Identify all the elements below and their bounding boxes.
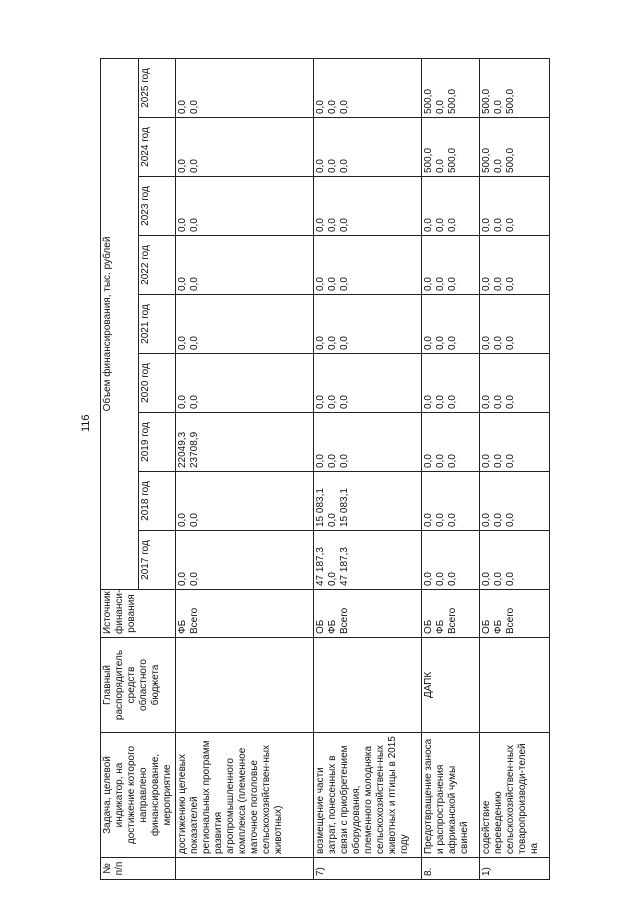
value: 0,0 xyxy=(505,277,516,291)
year-cell xyxy=(422,236,480,295)
year-cell xyxy=(480,295,550,354)
year-cell xyxy=(422,531,480,590)
value: 0,0 xyxy=(481,454,492,468)
row-num: 7) xyxy=(314,858,422,880)
row-sources xyxy=(314,590,422,638)
value: 0,0 xyxy=(189,218,200,232)
value: 0,0 xyxy=(189,572,200,586)
year-cell xyxy=(480,58,550,117)
value: 0,0 xyxy=(177,218,188,232)
row-sources xyxy=(176,590,314,638)
year-cell xyxy=(422,354,480,413)
value: 0,0 xyxy=(493,454,504,468)
value: 500,0 xyxy=(481,88,492,114)
value: 0,0 xyxy=(189,336,200,350)
value: 0,0 xyxy=(339,277,350,291)
value: 0,0 xyxy=(339,395,350,409)
value: 0,0 xyxy=(177,513,188,527)
value: 0,0 xyxy=(435,454,446,468)
page-number: 116 xyxy=(80,414,92,432)
header-year: 2024 год xyxy=(138,118,176,177)
value: 0,0 xyxy=(505,395,516,409)
header-year: 2022 год xyxy=(138,236,176,295)
value: 0,0 xyxy=(493,218,504,232)
value: 0,0 xyxy=(493,336,504,350)
year-cell xyxy=(314,472,422,531)
value: 47 187,3 xyxy=(339,547,350,586)
row-task: Предотвращение заноса и распространения африканской чумы свиней xyxy=(422,733,480,858)
value: 500,0 xyxy=(447,88,458,114)
value: 0,0 xyxy=(177,336,188,350)
year-cell xyxy=(480,177,550,236)
value: 0,0 xyxy=(189,513,200,527)
value: 0,0 xyxy=(177,395,188,409)
row-manager xyxy=(314,638,422,733)
value: 500,0 xyxy=(481,147,492,173)
year-cell xyxy=(314,236,422,295)
row-num: 8. xyxy=(422,858,480,880)
value: 0,0 xyxy=(481,277,492,291)
value: 0,0 xyxy=(327,100,338,114)
value: 500,0 xyxy=(505,147,516,173)
year-cell xyxy=(480,118,550,177)
table-row xyxy=(176,58,314,879)
header-year: 2023 год xyxy=(138,177,176,236)
value: 0,0 xyxy=(493,513,504,527)
table-row xyxy=(480,58,550,879)
table-row xyxy=(422,58,480,879)
header-year: 2020 год xyxy=(138,354,176,413)
value: 0,0 xyxy=(177,159,188,173)
year-cell xyxy=(314,58,422,117)
header-volume: Объем финансирования, тыс. рублей xyxy=(101,58,139,589)
value: 0,0 xyxy=(327,218,338,232)
year-cell xyxy=(314,413,422,472)
year-cell xyxy=(314,531,422,590)
row-task: возмещение части затрат, понесенных в связи с приобретением оборудования, племенного молодняка сельскохозяйствен-ных животных и птицы в 2015 году xyxy=(314,733,422,858)
year-cell xyxy=(176,58,314,117)
row-task: достижению целевых показателей региональных программ развития агропромышленного комплекса (племенное маточное поголовье сельскохозяйствен-ных животных) xyxy=(176,733,314,858)
source-label: ФБ xyxy=(493,619,504,634)
source-label: ФБ xyxy=(435,619,446,634)
value: 0,0 xyxy=(447,454,458,468)
value: 0,0 xyxy=(177,277,188,291)
value: 0,0 xyxy=(327,572,338,586)
value: 22049,3 xyxy=(177,431,188,468)
budget-table xyxy=(100,58,550,880)
value: 500,0 xyxy=(505,88,516,114)
row-num xyxy=(176,858,314,880)
value: 0,0 xyxy=(315,454,326,468)
value: 0,0 xyxy=(481,395,492,409)
source-label: ФБ xyxy=(177,619,188,634)
year-cell xyxy=(314,295,422,354)
value: 0,0 xyxy=(189,277,200,291)
value: 500,0 xyxy=(423,88,434,114)
value: 15 083,1 xyxy=(315,488,326,527)
source-label: ОБ xyxy=(315,619,326,634)
value: 500,0 xyxy=(447,147,458,173)
value: 0,0 xyxy=(339,454,350,468)
value: 0,0 xyxy=(339,336,350,350)
value: 0,0 xyxy=(189,100,200,114)
value: 0,0 xyxy=(339,100,350,114)
value: 0,0 xyxy=(435,336,446,350)
year-cell xyxy=(314,118,422,177)
value: 0,0 xyxy=(447,395,458,409)
value: 0,0 xyxy=(435,395,446,409)
year-cell xyxy=(422,177,480,236)
value: 0,0 xyxy=(423,513,434,527)
value: 500,0 xyxy=(423,147,434,173)
value: 0,0 xyxy=(435,572,446,586)
year-cell xyxy=(480,413,550,472)
value: 0,0 xyxy=(493,572,504,586)
value: 47 187,3 xyxy=(315,547,326,586)
row-sources xyxy=(480,590,550,638)
source-label: Всего xyxy=(189,607,200,634)
value: 0,0 xyxy=(315,277,326,291)
value: 0,0 xyxy=(327,513,338,527)
value: 0,0 xyxy=(315,395,326,409)
row-manager xyxy=(176,638,314,733)
year-cell xyxy=(480,472,550,531)
value: 0,0 xyxy=(481,513,492,527)
value: 0,0 xyxy=(493,395,504,409)
year-cell xyxy=(422,413,480,472)
row-manager xyxy=(480,638,550,733)
year-cell xyxy=(176,354,314,413)
value: 0,0 xyxy=(423,572,434,586)
row-manager: ДАПК xyxy=(422,638,480,733)
year-cell xyxy=(176,531,314,590)
source-label: Всего xyxy=(339,607,350,634)
year-cell xyxy=(422,295,480,354)
value: 0,0 xyxy=(505,336,516,350)
value: 0,0 xyxy=(493,277,504,291)
value: 0,0 xyxy=(435,218,446,232)
year-cell xyxy=(422,472,480,531)
year-cell xyxy=(422,58,480,117)
value: 0,0 xyxy=(447,336,458,350)
value: 0,0 xyxy=(505,454,516,468)
source-label: Всего xyxy=(505,607,516,634)
year-cell xyxy=(480,354,550,413)
header-manager: Главный распорядитель средств областного бюджета xyxy=(101,638,176,733)
header-year: 2025 год xyxy=(138,58,176,117)
value: 0,0 xyxy=(339,159,350,173)
value: 15 083,1 xyxy=(339,488,350,527)
value: 0,0 xyxy=(505,218,516,232)
value: 0,0 xyxy=(447,277,458,291)
value: 0,0 xyxy=(177,100,188,114)
value: 0,0 xyxy=(327,395,338,409)
year-cell xyxy=(176,118,314,177)
year-cell xyxy=(176,413,314,472)
value: 0,0 xyxy=(327,277,338,291)
source-label: ОБ xyxy=(481,619,492,634)
value: 0,0 xyxy=(493,159,504,173)
value: 0,0 xyxy=(423,395,434,409)
value: 0,0 xyxy=(423,277,434,291)
value: 0,0 xyxy=(435,277,446,291)
year-cell xyxy=(176,295,314,354)
year-cell xyxy=(176,236,314,295)
value: 0,0 xyxy=(493,100,504,114)
value: 0,0 xyxy=(339,218,350,232)
value: 0,0 xyxy=(435,100,446,114)
header-task: Задача, целевой индикатор, на достижение которого направлено финансирование, мероприятие xyxy=(101,733,176,858)
source-label: Всего xyxy=(447,607,458,634)
value: 0,0 xyxy=(447,572,458,586)
source-label: ФБ xyxy=(327,619,338,634)
header-year: 2017 год xyxy=(138,531,176,590)
value: 0,0 xyxy=(505,513,516,527)
row-sources xyxy=(422,590,480,638)
value: 0,0 xyxy=(327,454,338,468)
header-year: 2018 год xyxy=(138,472,176,531)
header-num: № п/п xyxy=(101,858,176,880)
table-row xyxy=(314,58,422,879)
value: 23708,9 xyxy=(189,431,200,468)
value: 0,0 xyxy=(435,159,446,173)
budget-table-rotated xyxy=(100,60,600,880)
year-cell xyxy=(314,177,422,236)
value: 0,0 xyxy=(481,572,492,586)
year-cell xyxy=(480,236,550,295)
value: 0,0 xyxy=(447,218,458,232)
row-num: 1) xyxy=(480,858,550,880)
value: 0,0 xyxy=(315,218,326,232)
year-cell xyxy=(314,354,422,413)
year-cell xyxy=(176,472,314,531)
value: 0,0 xyxy=(189,395,200,409)
header-row-1 xyxy=(101,58,139,879)
source-label: ОБ xyxy=(423,619,434,634)
header-year: 2021 год xyxy=(138,295,176,354)
value: 0,0 xyxy=(327,159,338,173)
value: 0,0 xyxy=(423,218,434,232)
value: 0,0 xyxy=(177,572,188,586)
year-cell xyxy=(176,177,314,236)
value: 0,0 xyxy=(315,336,326,350)
value: 0,0 xyxy=(315,159,326,173)
year-cell xyxy=(422,118,480,177)
header-year: 2019 год xyxy=(138,413,176,472)
value: 0,0 xyxy=(423,336,434,350)
value: 0,0 xyxy=(189,159,200,173)
value: 0,0 xyxy=(327,336,338,350)
value: 0,0 xyxy=(481,336,492,350)
value: 0,0 xyxy=(447,513,458,527)
row-task: содействие переведению сельскохозяйствен-ных товаропроизводи-телей на xyxy=(480,733,550,858)
year-cell xyxy=(480,531,550,590)
value: 0,0 xyxy=(435,513,446,527)
header-source: Источник финанси-рования xyxy=(101,590,176,638)
value: 0,0 xyxy=(505,572,516,586)
value: 0,0 xyxy=(423,454,434,468)
value: 0,0 xyxy=(481,218,492,232)
value: 0,0 xyxy=(315,100,326,114)
